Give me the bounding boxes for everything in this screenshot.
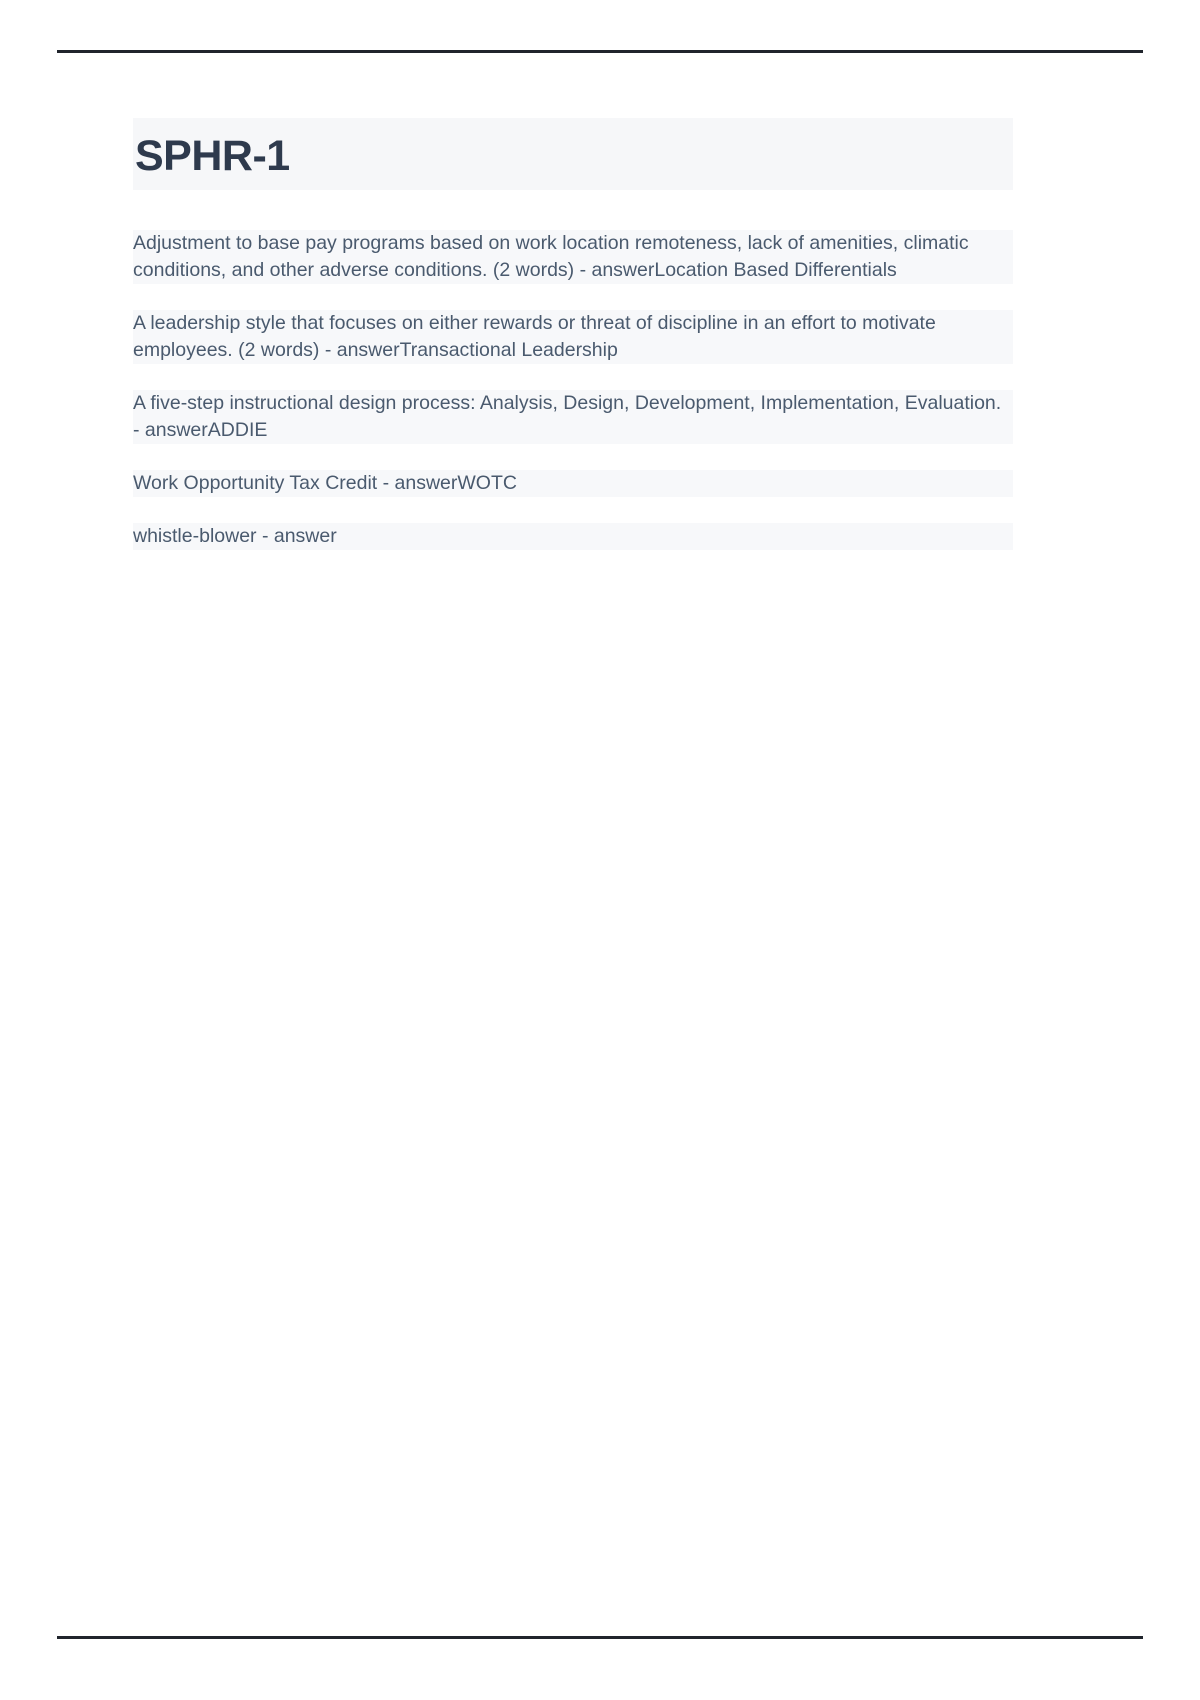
entry-list — [133, 230, 1013, 550]
list-item: Adjustment to base pay programs based on work location remoteness, lack of amenities, climatic conditions, and other adverse conditions. (2 words) - answerLocation Based Differentials — [133, 230, 1013, 284]
title-band — [133, 118, 1013, 190]
footer-divider — [57, 1636, 1143, 1639]
header-divider — [57, 50, 1143, 53]
list-item: A five-step instructional design process: Analysis, Design, Development, Implementation, Evaluation. - answerADDIE — [133, 390, 1013, 444]
list-item: A leadership style that focuses on either rewards or threat of discipline in an effort to motivate employees. (2 words) - answerTransactional Leadership — [133, 310, 1013, 364]
page-title: SPHR-1 — [135, 132, 290, 180]
document-content — [133, 118, 1013, 550]
list-item: whistle-blower - answer — [133, 523, 1013, 550]
list-item: Work Opportunity Tax Credit - answerWOTC — [133, 470, 1013, 497]
